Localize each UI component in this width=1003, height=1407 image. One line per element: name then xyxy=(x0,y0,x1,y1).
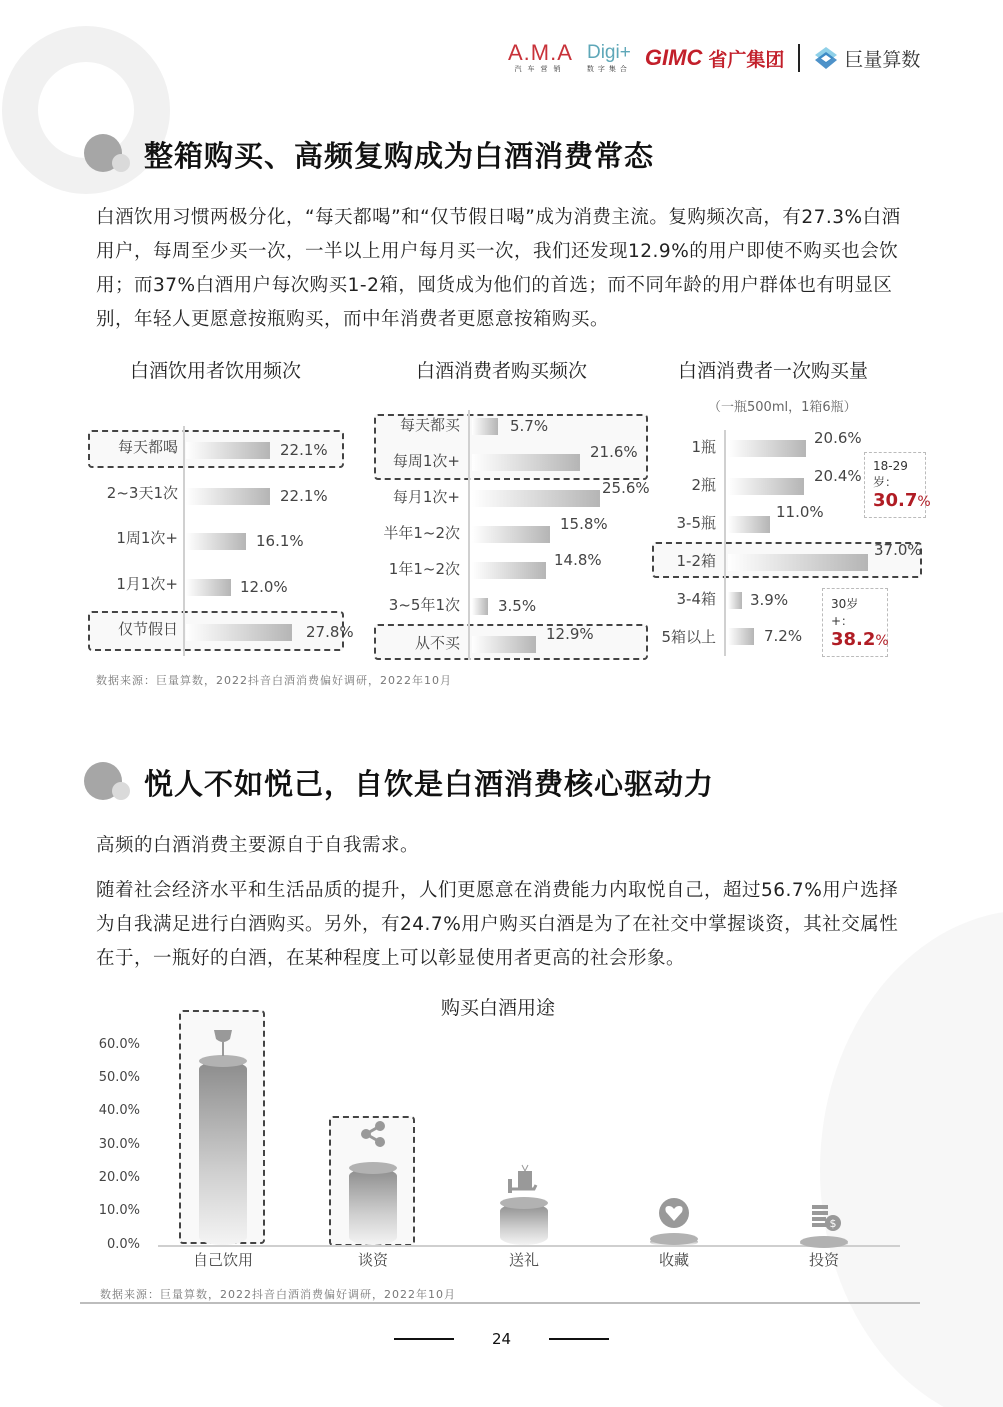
bar-row: 1月1次+ xyxy=(116,575,178,593)
bar-value: 7.2% xyxy=(764,627,803,645)
bar-value: 27.8% xyxy=(306,623,354,641)
bar xyxy=(472,418,498,435)
bar xyxy=(472,490,600,507)
bar-row: 2瓶 xyxy=(691,476,716,494)
section-1-paragraph: 白酒饮用习惯两极分化，“每天都喝”和“仅节假日喝”成为消费主流。复购频次高，有27.3%白酒用户，每周至少买一次，一半以上用户每月买一次，我们还发现12.9%的用户即使不购买也会饮用；而37%白酒用户每次购买1-2箱，囤货成为他们的首选；而不同年龄的用户群体也有明显区别，年轻人更愿意按瓶购买，而中年消费者更愿意按箱购买。 xyxy=(96,207,901,330)
chart-title: 白酒饮用者饮用频次 xyxy=(130,360,302,382)
y-tick: 10.0% xyxy=(98,1203,140,1218)
bar-row: 每天都买 xyxy=(399,416,460,434)
page-rule-right xyxy=(549,1338,609,1340)
bar-value: 15.8% xyxy=(560,515,608,533)
bar-row: 5箱以上 xyxy=(661,628,716,646)
bar xyxy=(728,592,742,609)
bar-row: 1年1~2次 xyxy=(388,560,460,578)
bar-value: 20.4% xyxy=(814,467,862,485)
bar-value: 12.0% xyxy=(240,578,288,596)
bar-value: 14.8% xyxy=(554,551,602,569)
bar xyxy=(472,636,536,653)
heading-bullet-icon xyxy=(84,760,134,804)
bar-row: 每月1次+ xyxy=(392,488,460,506)
bar-value: 22.1% xyxy=(280,441,328,459)
bar-value: 37.0% xyxy=(874,541,922,559)
x-axis xyxy=(158,1245,900,1247)
bar xyxy=(186,442,270,459)
chart-title: 白酒消费者一次购买量 xyxy=(678,360,869,382)
bar-value: 3.5% xyxy=(498,597,537,615)
juliang-logo: 巨量算数 xyxy=(814,45,920,72)
bar-value: 3.9% xyxy=(750,591,789,609)
section-2-paragraph-1: 高频的白酒消费主要源自于自我需求。 xyxy=(96,835,420,856)
bar-value: 21.6% xyxy=(590,443,638,461)
bar-value: 20.6% xyxy=(814,429,862,447)
chart-subtitle: （一瓶500ml，1箱6瓶） xyxy=(708,400,857,415)
wine-glass-icon xyxy=(212,1029,234,1059)
chart-purchase-purpose xyxy=(96,985,916,1275)
chart-drinking-frequency xyxy=(84,352,354,662)
age-callout-30-plus: 30岁+： 38.2% xyxy=(822,588,888,657)
bar-row: 仅节假日 xyxy=(117,620,178,638)
bar-self-drinking xyxy=(199,1061,247,1245)
chart-axis xyxy=(183,426,185,656)
x-category: 投资 xyxy=(808,1251,839,1269)
bar-value: 5.7% xyxy=(510,417,549,435)
bar-row: 从不买 xyxy=(414,634,460,652)
bar-row: 3~5年1次 xyxy=(388,596,460,614)
share-icon xyxy=(358,1120,388,1148)
bar-row: 2~3天1次 xyxy=(106,484,178,502)
bar xyxy=(472,526,550,543)
gimc-logo: GIMC xyxy=(644,45,703,70)
page-number-footer xyxy=(0,1330,1003,1348)
y-tick: 60.0% xyxy=(98,1037,140,1052)
footer-divider xyxy=(80,1302,920,1304)
x-category: 谈资 xyxy=(357,1251,388,1269)
bar xyxy=(472,454,580,471)
coins-dollar-icon xyxy=(810,1203,842,1233)
section-1-source: 数据来源：巨量算数，2022抖音白酒消费偏好调研，2022年10月 xyxy=(96,674,452,687)
ama-logo: A.M.A 汽车营销 xyxy=(508,40,573,73)
bar-value: 25.6% xyxy=(602,479,650,497)
section-2-title: 悦人不如悦己，自饮是白酒消费核心驱动力 xyxy=(144,766,715,801)
bar xyxy=(728,628,754,645)
bar-collection xyxy=(650,1239,698,1245)
bar xyxy=(186,579,231,596)
y-tick: 30.0% xyxy=(98,1137,140,1152)
logo-divider xyxy=(798,44,800,72)
x-category: 收藏 xyxy=(658,1251,689,1269)
y-tick: 0.0% xyxy=(106,1237,140,1252)
bar xyxy=(728,554,868,571)
gimc-logo-cn: 省广集团 xyxy=(708,48,785,71)
bar xyxy=(472,562,546,579)
bar-row: 每天都喝 xyxy=(117,438,178,456)
heart-icon xyxy=(658,1197,690,1229)
bar-row: 半年1~2次 xyxy=(383,524,460,542)
y-tick: 40.0% xyxy=(98,1103,140,1118)
bar-value: 22.1% xyxy=(280,487,328,505)
svg-text:$: $ xyxy=(829,1217,837,1230)
bar-social-talk xyxy=(349,1168,397,1245)
bar-value: 12.9% xyxy=(546,625,594,643)
juliang-diamond-icon xyxy=(814,46,838,70)
bar xyxy=(186,624,292,641)
bar-gift xyxy=(500,1203,548,1245)
y-tick: 20.0% xyxy=(98,1170,140,1185)
page-number: 24 xyxy=(491,1330,512,1348)
bar-row: 1瓶 xyxy=(691,438,716,456)
chart-title: 白酒消费者购买频次 xyxy=(416,360,588,382)
bar-value: 11.0% xyxy=(776,503,824,521)
bar-investment xyxy=(800,1242,848,1245)
y-tick: 50.0% xyxy=(98,1070,140,1085)
bar-row: 每周1次+ xyxy=(392,452,460,470)
heading-bullet-icon xyxy=(84,132,134,176)
section-1-title: 整箱购买、高频复购成为白酒消费常态 xyxy=(144,138,655,173)
age-callout-18-29: 18-29岁： 30.7% xyxy=(864,452,926,518)
bar-row: 1-2箱 xyxy=(676,552,716,570)
bar xyxy=(728,516,770,533)
chart-purchase-quantity xyxy=(650,352,930,662)
bar xyxy=(186,533,246,550)
section-2-paragraph-2: 随着社会经济水平和生活品质的提升，人们更愿意在消费能力内取悦自己，超过56.7%用户选择为自我满足进行白酒购买。另外，有24.7%用户购买白酒是为了在社交中掌握谈资，其社交属性在于，一瓶好的白酒，在某种程度上可以彰显使用者更高的社会形象。 xyxy=(96,880,899,969)
bar-row: 3-4箱 xyxy=(676,590,716,608)
bar-row: 3-5瓶 xyxy=(676,514,716,532)
bar-value: 16.1% xyxy=(256,532,304,550)
chart-axis xyxy=(724,430,726,656)
bar xyxy=(186,488,270,505)
bar xyxy=(472,598,488,615)
section-2-source: 数据来源：巨量算数，2022抖音白酒消费偏好调研，2022年10月 xyxy=(100,1288,456,1301)
page-rule-left xyxy=(394,1338,454,1340)
section-1-heading xyxy=(84,132,654,176)
chart-title: 购买白酒用途 xyxy=(441,997,556,1019)
bar xyxy=(728,440,806,457)
partner-logos xyxy=(508,40,920,76)
section-2-heading xyxy=(84,760,714,804)
x-category: 送礼 xyxy=(508,1251,539,1269)
chart-purchase-frequency xyxy=(370,352,655,662)
bar-row: 1周1次+ xyxy=(116,529,178,547)
digi-logo: Digi+ 数字集合 xyxy=(586,42,631,73)
x-category: 自己饮用 xyxy=(192,1251,253,1269)
gift-hand-icon xyxy=(506,1163,540,1197)
chart-axis xyxy=(468,410,470,660)
bar xyxy=(728,478,804,495)
